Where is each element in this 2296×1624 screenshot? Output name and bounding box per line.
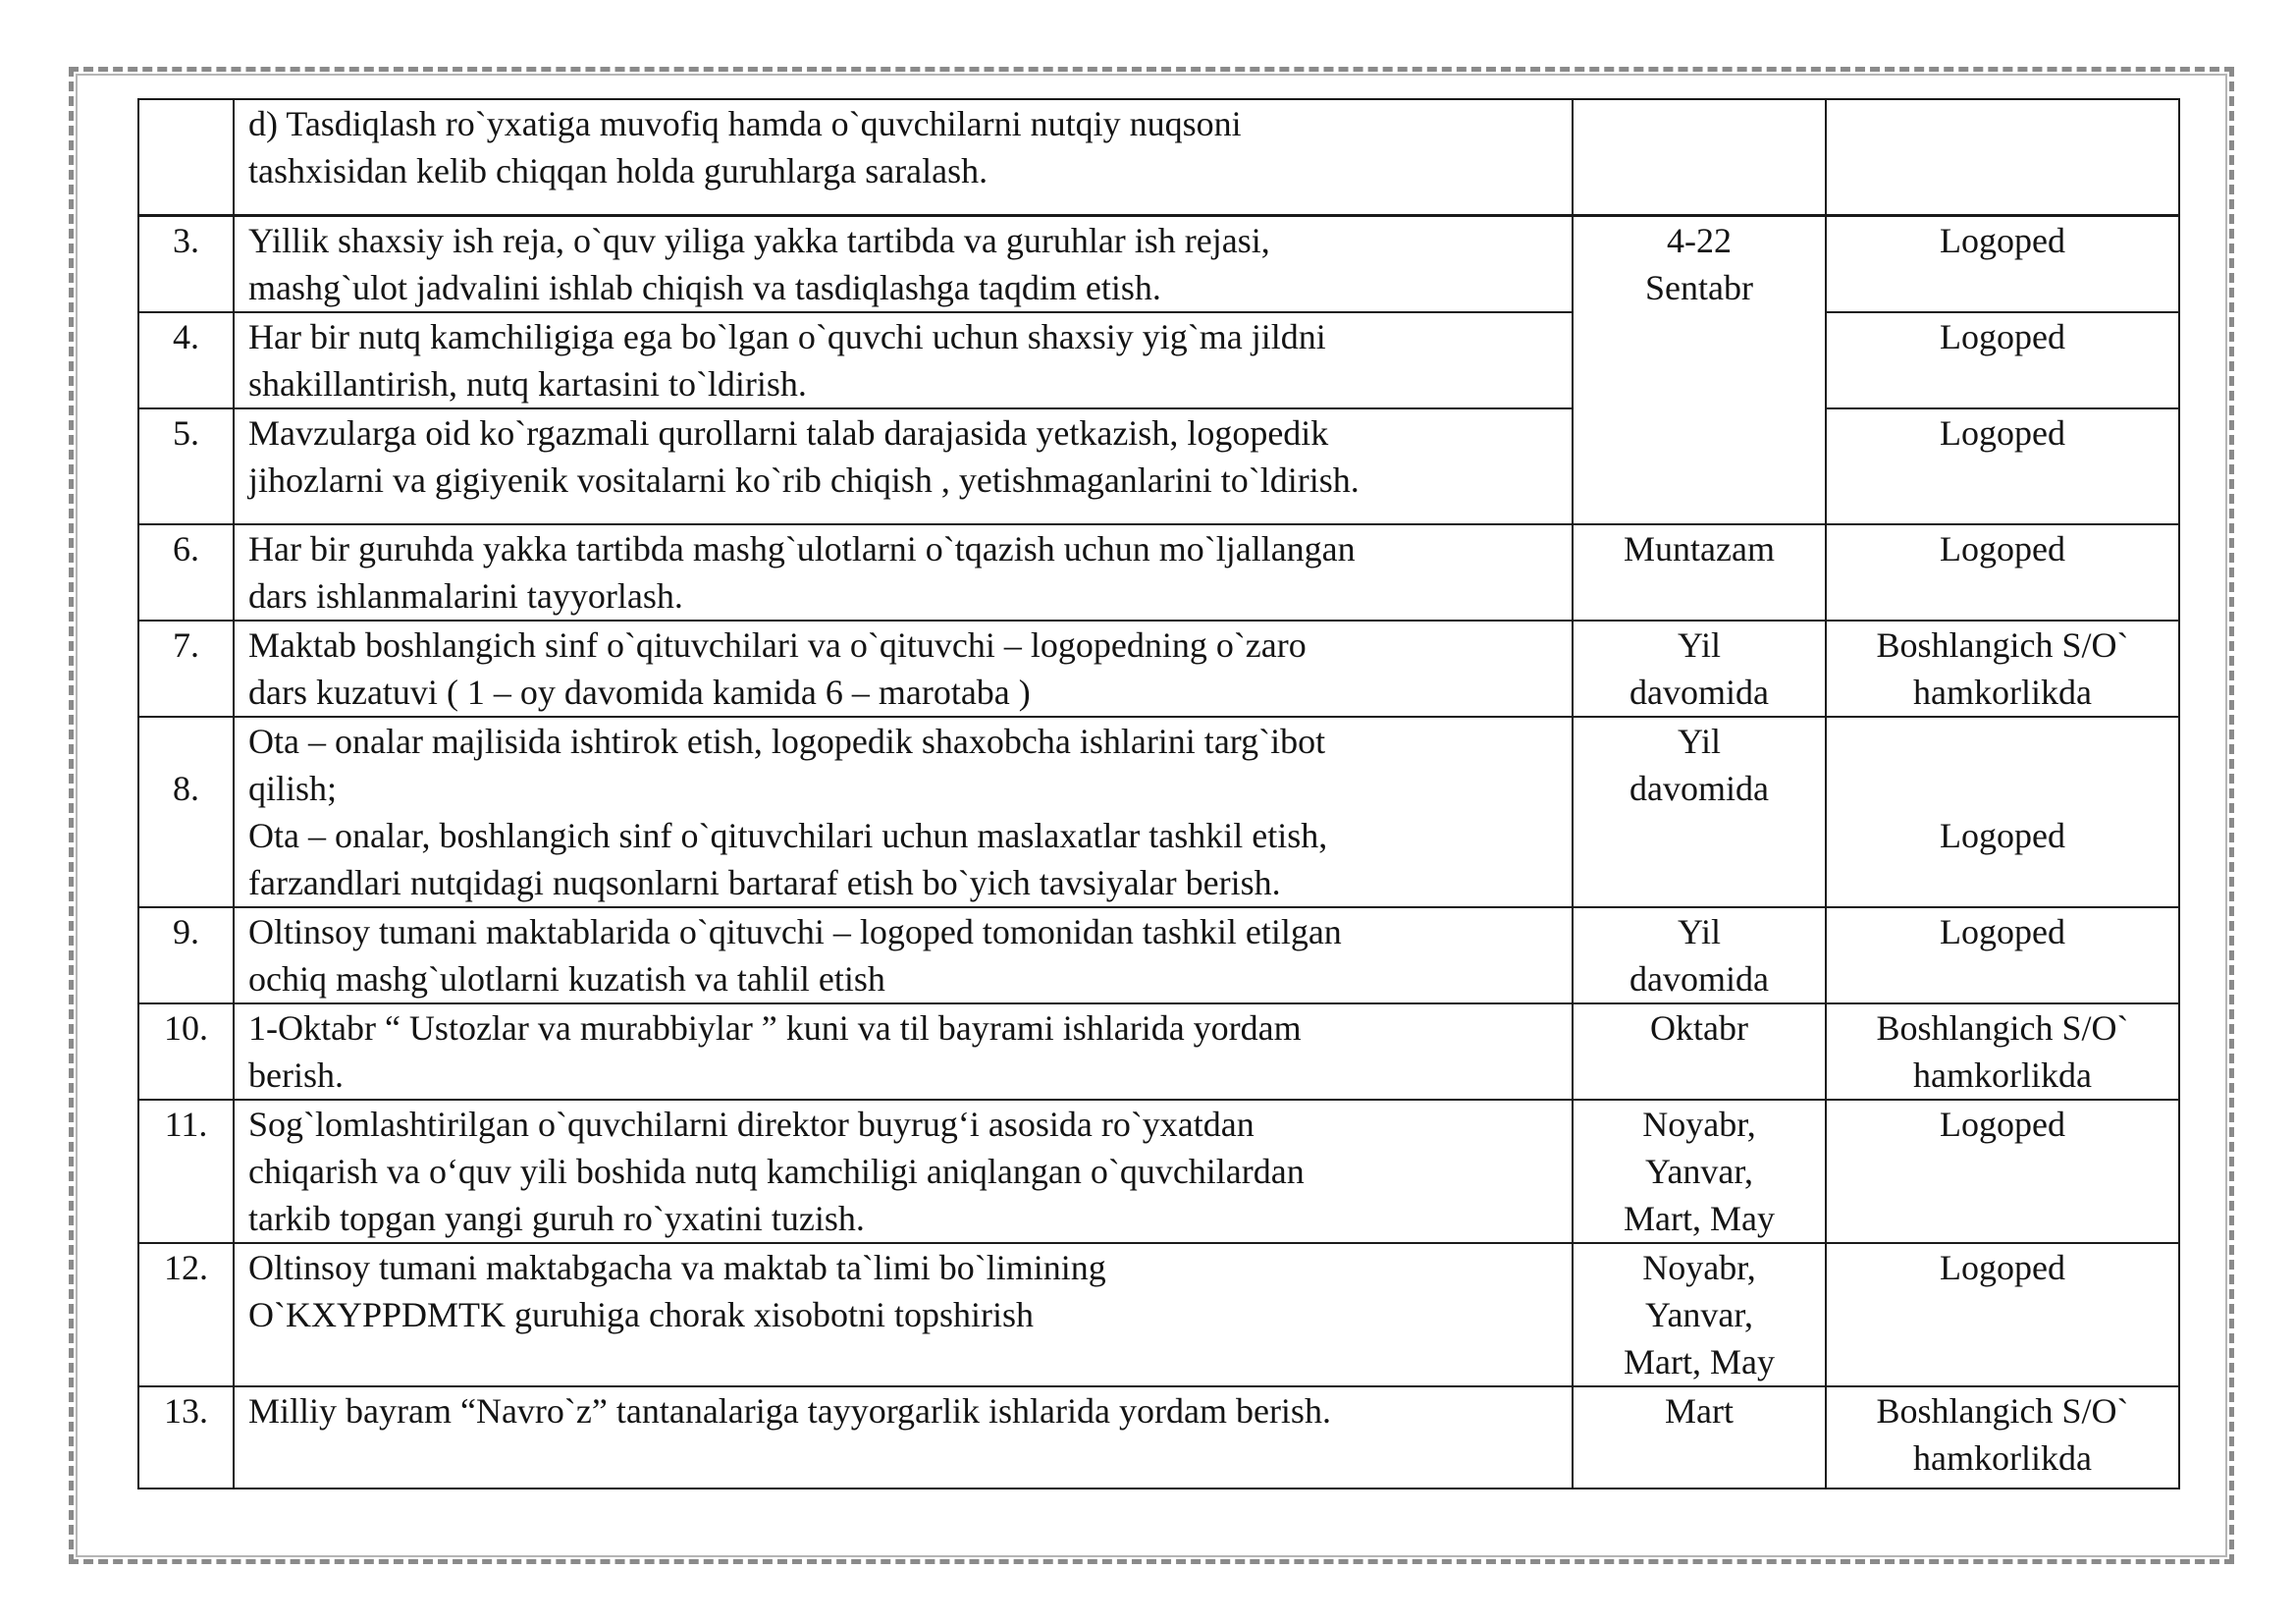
task-cell xyxy=(234,524,1573,621)
task-text: jihozlarni va gigiyenik vositalarni ko`rib chiqish , yetishmaganlarini to`ldirish. xyxy=(248,460,1360,500)
row-number: 9. xyxy=(138,907,234,1003)
task-cell xyxy=(234,408,1573,524)
responsible-text: hamkorlikda xyxy=(1913,1437,2092,1478)
deadline-text: Yanvar, xyxy=(1645,1294,1753,1334)
task-text: 1-Oktabr “ Ustozlar va murabbiylar ” kuni va til bayrami ishlarida yordam xyxy=(248,1007,1302,1048)
task-cell xyxy=(234,1100,1573,1243)
deadline-cell xyxy=(1573,1100,1826,1243)
responsible-text: Boshlangich S/O` xyxy=(1876,624,2129,665)
task-text: qilish; xyxy=(248,768,338,808)
responsible-text: hamkorlikda xyxy=(1913,1055,2092,1095)
deadline-text: Oktabr xyxy=(1650,1007,1748,1048)
task-text: dars kuzatuvi ( 1 – oy davomida kamida 6 – marotaba ) xyxy=(248,672,1031,712)
task-cell xyxy=(234,99,1573,215)
deadline-text: 4-22 xyxy=(1667,220,1732,260)
deadline-cell xyxy=(1573,717,1826,907)
task-text: Milliy bayram “Navro`z” tantanalariga tayyorgarlik ishlarida yordam berish. xyxy=(248,1390,1331,1431)
deadline-text: Mart, May xyxy=(1624,1198,1775,1238)
deadline-text: davomida xyxy=(1629,768,1769,808)
task-cell xyxy=(234,717,1573,907)
deadline-text: Yanvar, xyxy=(1645,1151,1753,1191)
deadline-text: Yil xyxy=(1677,721,1721,761)
responsible-cell xyxy=(1826,1003,2179,1100)
table-row xyxy=(138,215,2179,312)
table-row xyxy=(138,1100,2179,1243)
deadline-cell xyxy=(1573,1386,1826,1489)
responsible-text: Logoped xyxy=(1940,1247,2065,1287)
task-text: Ota – onalar, boshlangich sinf o`qituvchilari uchun maslaxatlar tashkil etish, xyxy=(248,815,1328,855)
responsible-text: Logoped xyxy=(1940,316,2065,356)
responsible-text: Boshlangich S/O` xyxy=(1876,1007,2129,1048)
responsible-text: Boshlangich S/O` xyxy=(1876,1390,2129,1431)
task-text: farzandlari nutqidagi nuqsonlarni bartaraf etish bo`yich tavsiyalar berish. xyxy=(248,862,1281,902)
deadline-text: Muntazam xyxy=(1624,528,1775,568)
responsible-cell xyxy=(1826,1100,2179,1243)
deadline-cell xyxy=(1573,621,1826,717)
responsible-cell xyxy=(1826,99,2179,215)
row-number xyxy=(138,99,234,215)
task-text: Har bir nutq kamchiligiga ega bo`lgan o`quvchi uchun shaxsiy yig`ma jildni xyxy=(248,316,1326,356)
task-text: dars ishlanmalarini tayyorlash. xyxy=(248,575,683,616)
responsible-cell xyxy=(1826,524,2179,621)
table-row xyxy=(138,1386,2179,1489)
table-row xyxy=(138,408,2179,524)
responsible-text: Logoped xyxy=(1940,815,2065,855)
task-text: berish. xyxy=(248,1055,344,1095)
task-text: Mavzularga oid ko`rgazmali qurollarni talab darajasida yetkazish, logopedik xyxy=(248,412,1329,453)
deadline-text: Sentabr xyxy=(1645,267,1753,307)
deadline-text: Mart xyxy=(1665,1390,1734,1431)
deadline-cell xyxy=(1573,524,1826,621)
task-cell xyxy=(234,1003,1573,1100)
task-text: Ota – onalar majlisida ishtirok etish, logopedik shaxobcha ishlarini targ`ibot xyxy=(248,721,1326,761)
table-row xyxy=(138,1243,2179,1386)
task-text: mashg`ulot jadvalini ishlab chiqish va tasdiqlashga taqdim etish. xyxy=(248,267,1161,307)
deadline-cell xyxy=(1573,1003,1826,1100)
responsible-text: Logoped xyxy=(1940,220,2065,260)
task-text: Maktab boshlangich sinf o`qituvchilari va o`qituvchi – logopedning o`zaro xyxy=(248,624,1307,665)
task-text: Yillik shaxsiy ish reja, o`quv yiliga yakka tartibda va guruhlar ish rejasi, xyxy=(248,220,1270,260)
deadline-cell xyxy=(1573,99,1826,215)
table-row xyxy=(138,524,2179,621)
task-cell xyxy=(234,215,1573,312)
table-row xyxy=(138,717,2179,907)
responsible-text: hamkorlikda xyxy=(1913,672,2092,712)
table-row xyxy=(138,621,2179,717)
deadline-text: Noyabr, xyxy=(1642,1104,1756,1144)
task-text: Oltinsoy tumani maktabgacha va maktab ta`limi bo`limining xyxy=(248,1247,1106,1287)
deadline-text: Yil xyxy=(1677,911,1721,951)
task-cell xyxy=(234,907,1573,1003)
table-row xyxy=(138,1003,2179,1100)
responsible-cell xyxy=(1826,312,2179,408)
row-number: 11. xyxy=(138,1100,234,1243)
task-text: tarkib topgan yangi guruh ro`yxatini tuzish. xyxy=(248,1198,865,1238)
responsible-cell xyxy=(1826,408,2179,524)
task-text: shakillantirish, nutq kartasini to`ldirish. xyxy=(248,363,807,404)
table-row xyxy=(138,312,2179,408)
responsible-text: Logoped xyxy=(1940,911,2065,951)
work-plan-table xyxy=(137,98,2180,1489)
responsible-cell xyxy=(1826,717,2179,907)
task-text: Oltinsoy tumani maktablarida o`qituvchi – logoped tomonidan tashkil etilgan xyxy=(248,911,1342,951)
deadline-text: davomida xyxy=(1629,958,1769,999)
responsible-text: Logoped xyxy=(1940,1104,2065,1144)
task-cell xyxy=(234,312,1573,408)
responsible-cell xyxy=(1826,621,2179,717)
task-cell xyxy=(234,1243,1573,1386)
deadline-text: Yil xyxy=(1677,624,1721,665)
deadline-text: Noyabr, xyxy=(1642,1247,1756,1287)
row-number: 12. xyxy=(138,1243,234,1386)
deadline-text: Mart, May xyxy=(1624,1341,1775,1381)
responsible-cell xyxy=(1826,907,2179,1003)
table-row xyxy=(138,99,2179,215)
deadline-cell xyxy=(1573,907,1826,1003)
task-text: Har bir guruhda yakka tartibda mashg`ulotlarni o`tqazish uchun mo`ljallangan xyxy=(248,528,1356,568)
responsible-text: Logoped xyxy=(1940,412,2065,453)
row-number: 8. xyxy=(138,717,234,907)
deadline-cell xyxy=(1573,215,1826,524)
row-number: 10. xyxy=(138,1003,234,1100)
row-number: 3. xyxy=(138,215,234,312)
task-text: ochiq mashg`ulotlarni kuzatish va tahlil etish xyxy=(248,958,885,999)
table-row xyxy=(138,907,2179,1003)
responsible-text: Logoped xyxy=(1940,528,2065,568)
task-text: tashxisidan kelib chiqqan holda guruhlarga saralash. xyxy=(248,151,988,190)
task-cell xyxy=(234,621,1573,717)
row-number: 6. xyxy=(138,524,234,621)
responsible-cell xyxy=(1826,1386,2179,1489)
task-cell xyxy=(234,1386,1573,1489)
task-text: O`KXYPPDMTK guruhiga chorak xisobotni topshirish xyxy=(248,1294,1034,1334)
deadline-text: davomida xyxy=(1629,672,1769,712)
task-text: chiqarish va o‘quv yili boshida nutq kamchiligi aniqlangan o`quvchilardan xyxy=(248,1151,1305,1191)
row-number: 13. xyxy=(138,1386,234,1489)
row-number: 4. xyxy=(138,312,234,408)
responsible-cell xyxy=(1826,1243,2179,1386)
row-number: 5. xyxy=(138,408,234,524)
row-number: 7. xyxy=(138,621,234,717)
task-text: Sog`lomlashtirilgan o`quvchilarni direktor buyrug‘i asosida ro`yxatdan xyxy=(248,1104,1255,1144)
responsible-cell xyxy=(1826,215,2179,312)
task-text: d) Tasdiqlash ro`yxatiga muvofiq hamda o`quvchilarni nutqiy nuqsoni xyxy=(248,104,1242,143)
deadline-cell xyxy=(1573,1243,1826,1386)
